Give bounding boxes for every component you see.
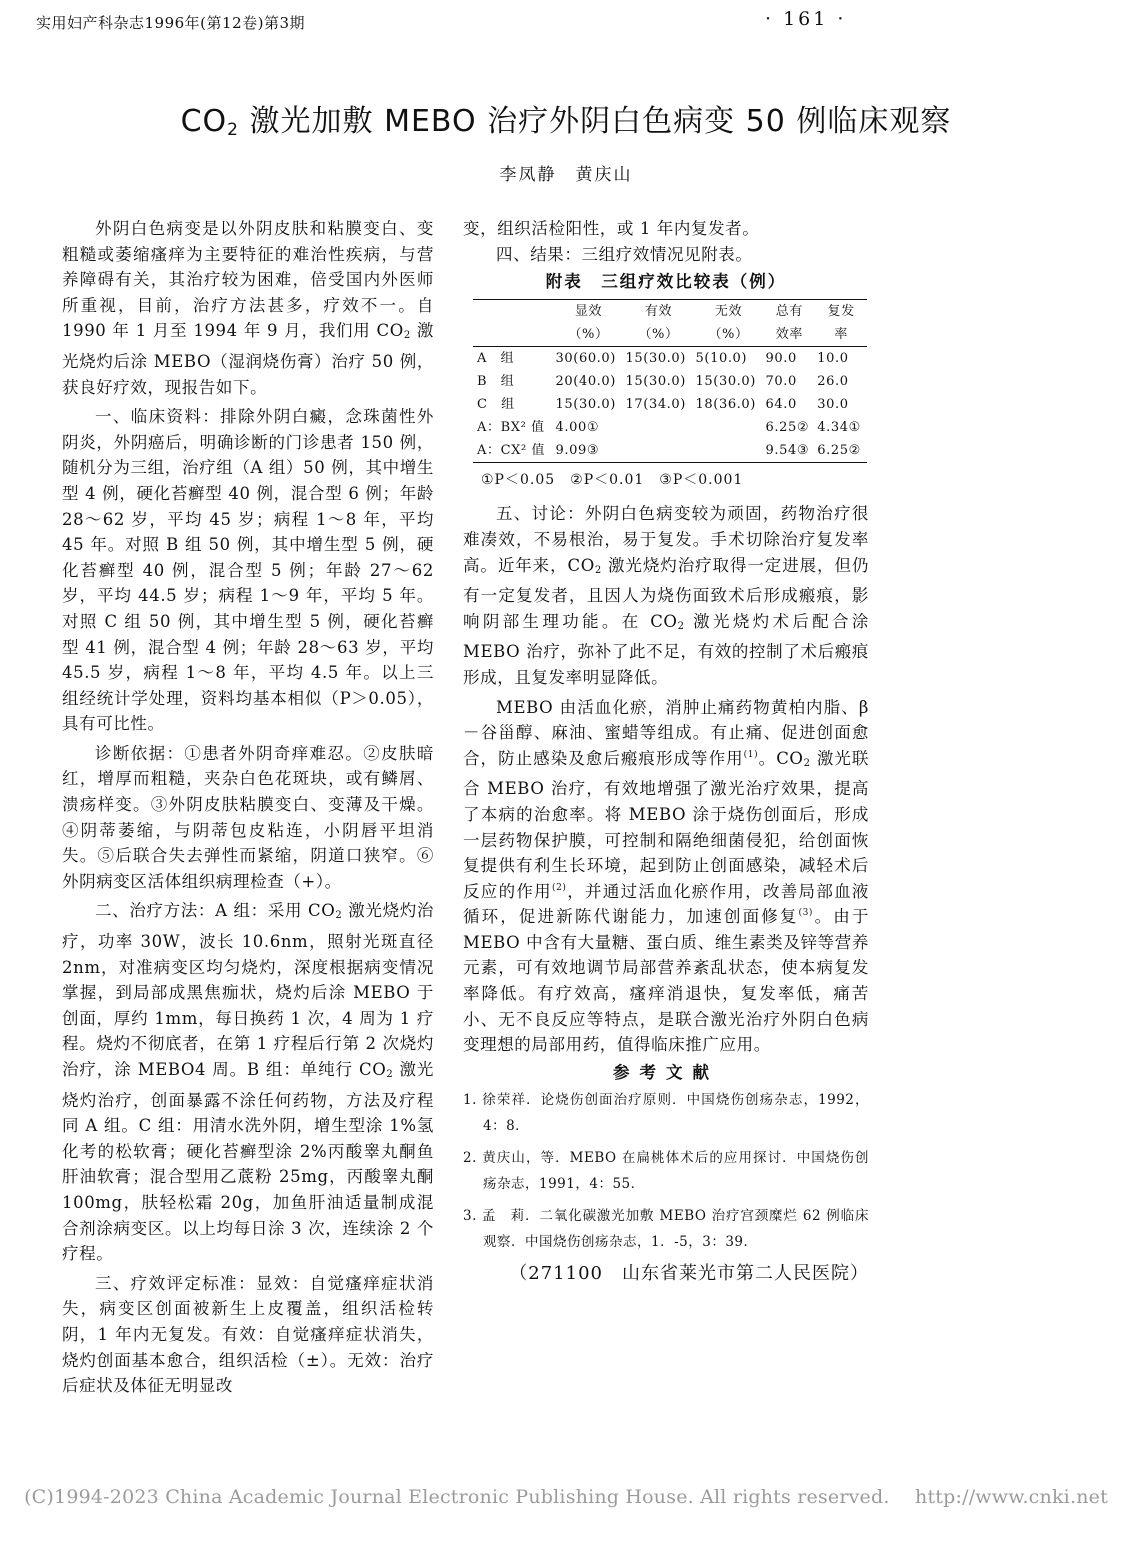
table-cell: 15(30.0) (555, 396, 616, 412)
mebo-paragraph (463, 695, 869, 1058)
table-header-cell: 无效 (714, 303, 743, 319)
title-subscript: 2 (227, 120, 239, 140)
method-text-b: 激光烧灼治疗，功率 30W，波长 10.6nm，照射光斑直径 2nm，对准病变区均匀烧灼，深度根据病变情况掌握，到局部成黑焦痂状，烧灼后涂 MEBO 于创面，厚约 1mm，每日换药 1 次，4 周为 1 疗程。烧灼不彻底者，在第 1 疗程后行第 2 次烧灼治疗，涂 MEBO4 周。B 组：单纯行 CO (62, 901, 434, 1079)
table-header-row (473, 299, 867, 323)
intro-paragraph (62, 216, 434, 400)
mebo-text-b: 。CO (758, 748, 804, 768)
mebo-text-d: ，并通过活血化瘀作用，改善局部血液循环，促进新陈代谢能力，加速创面修复 (463, 881, 870, 927)
table-cell (694, 416, 764, 439)
co2-subscript: 2 (335, 910, 343, 922)
table-cell: 9.54③ (765, 442, 810, 458)
table-header-cell: 复发 (827, 303, 855, 319)
table-cell: 30(60.0) (555, 350, 616, 366)
discussion-text-b: 激光烧灼治疗取得一定进展，但仍有一定复发者，且因人为烧伤面致术后形成瘢痕，影响阴部生理功能。在 CO (463, 555, 869, 631)
left-column (62, 216, 434, 1399)
article-title (0, 96, 1132, 140)
table-row (473, 393, 867, 416)
table-cell: 15(30.0) (625, 350, 686, 366)
table-cell: 4.00① (555, 419, 600, 435)
table-cell: A 组 (477, 350, 515, 366)
method-text-c: 激光烧灼治疗，创面暴露不涂任何药物，方法及疗程同 A 组。C 组：用清水洗外阴，增生型涂 1%氢化考的松软膏；硬化苔癣型涂 2%丙酸睾丸酮鱼肝油软膏；混合型用乙菧粉 25mg，丙酸睾丸酮 100mg，肤轻松霜 20g，加鱼肝油适量制成混合剂涂病变区。以上均每日涂 3 次，连续涂 2 个疗程。 (62, 1060, 435, 1264)
table-cell: 15(30.0) (625, 373, 686, 389)
table-caption: 附表 三组疗效比较表（例） (545, 272, 787, 292)
copyright-footer: (C)1994-2023 China Academic Journal Electronic Publishing House. All rights reserved. http://www.cnki.net (24, 1486, 1108, 1508)
table-cell: 70.0 (765, 373, 797, 389)
table-cell: 17(34.0) (625, 396, 686, 412)
table-cell: 90.0 (765, 350, 797, 366)
table-header-cell: 效率 (764, 323, 816, 347)
table-row (473, 416, 867, 439)
table-cell: 6.25② (817, 442, 861, 458)
table-cell (624, 439, 694, 463)
table-row (473, 439, 867, 463)
table-header-cell: 总有 (775, 303, 803, 319)
right-column (463, 216, 869, 1287)
table-row (473, 370, 867, 393)
diagnosis-paragraph: 诊断依据：①患者外阴奇痒难忍。②皮肤暗红，增厚而粗糙，夹杂白色花斑块，或有鳞屑、溃疡样变。③外阴皮肤粘膜变白、变薄及干燥。④阴蒂萎缩，与阴蒂包皮粘连，小阴唇平坦消失。⑤后联合失去弹性而紧缩，阴道口狭窄。⑥外阴病变区活体组织病理检查（+）。 (62, 743, 434, 891)
criteria-paragraph: 三、疗效评定标准：显效：自觉瘙痒症状消失，病变区创面被新生上皮覆盖，组织活检转阴，1 年内无复发。有效：自觉瘙痒症状消失，烧灼创面基本愈合，组织活检（±）。无效：治疗后症状及体征无明显改 (62, 1273, 434, 1396)
table-cell: 30.0 (817, 396, 849, 412)
table-cell: B 组 (477, 373, 515, 389)
intro-text-b: 激光烧灼后涂 MEBO（湿润烧伤膏）治疗 50 例，获良好疗效，现报告如下。 (62, 321, 434, 397)
table-header-cell: 率 (815, 323, 867, 347)
table-cell: 15(30.0) (695, 373, 756, 389)
table-cell: 5(10.0) (695, 350, 748, 366)
table-header-cell (473, 299, 554, 323)
method-text-a: 二、治疗方法：A 组：采用 CO (95, 901, 336, 921)
table-cell: 4.34① (817, 419, 861, 435)
table-cell: A：CX² 值 (477, 442, 546, 458)
table-header-cell: （%） (624, 323, 694, 347)
citation-ref: (3) (798, 908, 814, 919)
table-header-cell: （%） (694, 323, 764, 347)
table-cell: 9.09③ (555, 442, 600, 458)
discussion-paragraph (463, 501, 869, 690)
mebo-text-c: 激光联合 MEBO 治疗，有效地增强了激光治疗效果，提高了本病的治愈率。将 MEBO 涂于烧伤创面后，形成一层药物保护膜，可控制和隔绝细菌侵犯，给创面恢复提供有利生长环境，起到防止创面感染，减轻术后反应的作用 (463, 748, 869, 901)
table-cell: 10.0 (817, 350, 849, 366)
title-pre: CO (180, 104, 228, 139)
table-cell: C 组 (477, 396, 515, 412)
table-header-row (473, 323, 867, 347)
journal-header: 实用妇产科杂志1996年(第12卷)第3期 (36, 14, 306, 32)
discussion-text-a: 五、讨论：外阴白色病变较为顽固，药物治疗很难凑效，不易根治，易于复发。手术切除治疗复发率高。近年来，CO (463, 504, 869, 575)
table-header-cell (473, 323, 554, 347)
table-cell: 20(40.0) (555, 373, 616, 389)
table-cell: 18(36.0) (695, 396, 756, 412)
method-paragraph (62, 898, 434, 1266)
co2-subscript: 2 (403, 330, 411, 342)
co2-subscript: 2 (803, 757, 811, 769)
discussion-text-c: 激光烧灼术后配合涂 MEBO 治疗，弥补了此不足，有效的控制了术后瘢痕形成，且复发率明显降低。 (463, 611, 869, 687)
table-row (473, 346, 867, 370)
authors: 李凤静 黄庆山 (499, 165, 633, 185)
title-rest: 激光加敷 MEBO 治疗外阴白色病变 50 例临床观察 (239, 104, 952, 139)
table-cell (694, 439, 764, 463)
reference-item: 2. 黄庆山，等．MEBO 在扁桃体术后的应用探讨．中国烧伤创疡杂志，1991，4：55． (463, 1150, 869, 1193)
citation-ref: (1) (743, 749, 759, 760)
table-cell: 64.0 (765, 396, 797, 412)
efficacy-table (473, 299, 867, 463)
reference-item: 1. 徐荣祥．论烧伤创面治疗原则．中国烧伤创疡杂志，1992，4：8． (463, 1092, 869, 1135)
references-heading: 参考文献 (613, 1062, 719, 1082)
citation-ref: (2) (551, 882, 567, 893)
reference-item: 3. 孟 莉．二氧化碳激光加敷 MEBO 治疗宫颈糜烂 62 例临床观察．中国烧伤创疡杂志，1．-5，3：39． (463, 1208, 869, 1251)
table-header-cell: 显效 (574, 303, 603, 319)
clinical-paragraph: 一、临床资料：排除外阴白癜，念珠菌性外阴炎，外阴癌后，明确诊断的门诊患者 150 例，随机分为三组，治疗组（A 组）50 例，其中增生型 4 例，硬化苔癣型 40 例，混合型 6 例；年龄 28～62 岁，平均 45 岁；病程 1～8 年，平均 45 年。对照 B 组 50 例，其中增生型 5 例，硬化苔癣型 40 例，混合型 5 例；年龄 27～62 岁，平均 44.5 岁；病程 1～9 年，平均 5 年。对照 C 组 50 例，其中增生型 5 例，硬化苔癣型 41 例，混合型 4 例；年龄 28～63 岁，平均 45.5 岁，病程 1～8 年，平均 4.5 年。以上三组经统计学处理，资料均基本相似（P＞0.05），具有可比性。 (62, 407, 434, 734)
results-paragraph: 四、结果：三组疗效情况见附表。 (496, 244, 753, 264)
table-cell (624, 416, 694, 439)
table-header-cell: 有效 (644, 303, 673, 319)
table-cell: 6.25② (765, 419, 810, 435)
table-cell: 26.0 (817, 373, 849, 389)
table-cell: A：BX² 值 (477, 419, 545, 435)
co2-subscript: 2 (677, 620, 685, 632)
co2-subscript: 2 (594, 564, 602, 576)
mebo-text-e: 。由于 MEBO 中含有大量糖、蛋白质、维生素类及锌等营养元素，可有效地调节局部营养紊乱状态，使本病复发率降低。有疗效高，瘙痒消退快，复发率低，痛苦小、无不良反应等特点，是联合激光治疗外阴白色病变理想的局部用药，值得临床推广应用。 (463, 907, 869, 1055)
page-number: · 161 · (765, 8, 847, 30)
table-header-cell: （%） (554, 323, 624, 347)
author-affiliation: （271100 山东省莱光市第二人民医院） (509, 1263, 869, 1285)
intro-text-a: 外阴白色病变是以外阴皮肤和粘膜变白、变粗糙或萎缩瘙痒为主要特征的难治性疾病，与营养障碍有关，其治疗较为困难，倍受国内外医师所重视，目前，治疗方法甚多，疗效不一。自 1990 年 1 月至 1994 年 9 月，我们用 CO (62, 219, 434, 341)
co2-subscript: 2 (386, 1069, 394, 1080)
mebo-text-a: MEBO 由活血化瘀，消肿止痛药物黄柏内脂、β－谷甾醇、麻油、蜜蜡等组成。有止痛、促进创面愈合，防止感染及愈后瘢痕形成等作用 (463, 697, 869, 768)
table-footnote: ①P＜0.05 ②P＜0.01 ③P＜0.001 (481, 471, 744, 488)
criteria-continued: 变，组织活检阳性，或 1 年内复发者。 (463, 219, 760, 238)
